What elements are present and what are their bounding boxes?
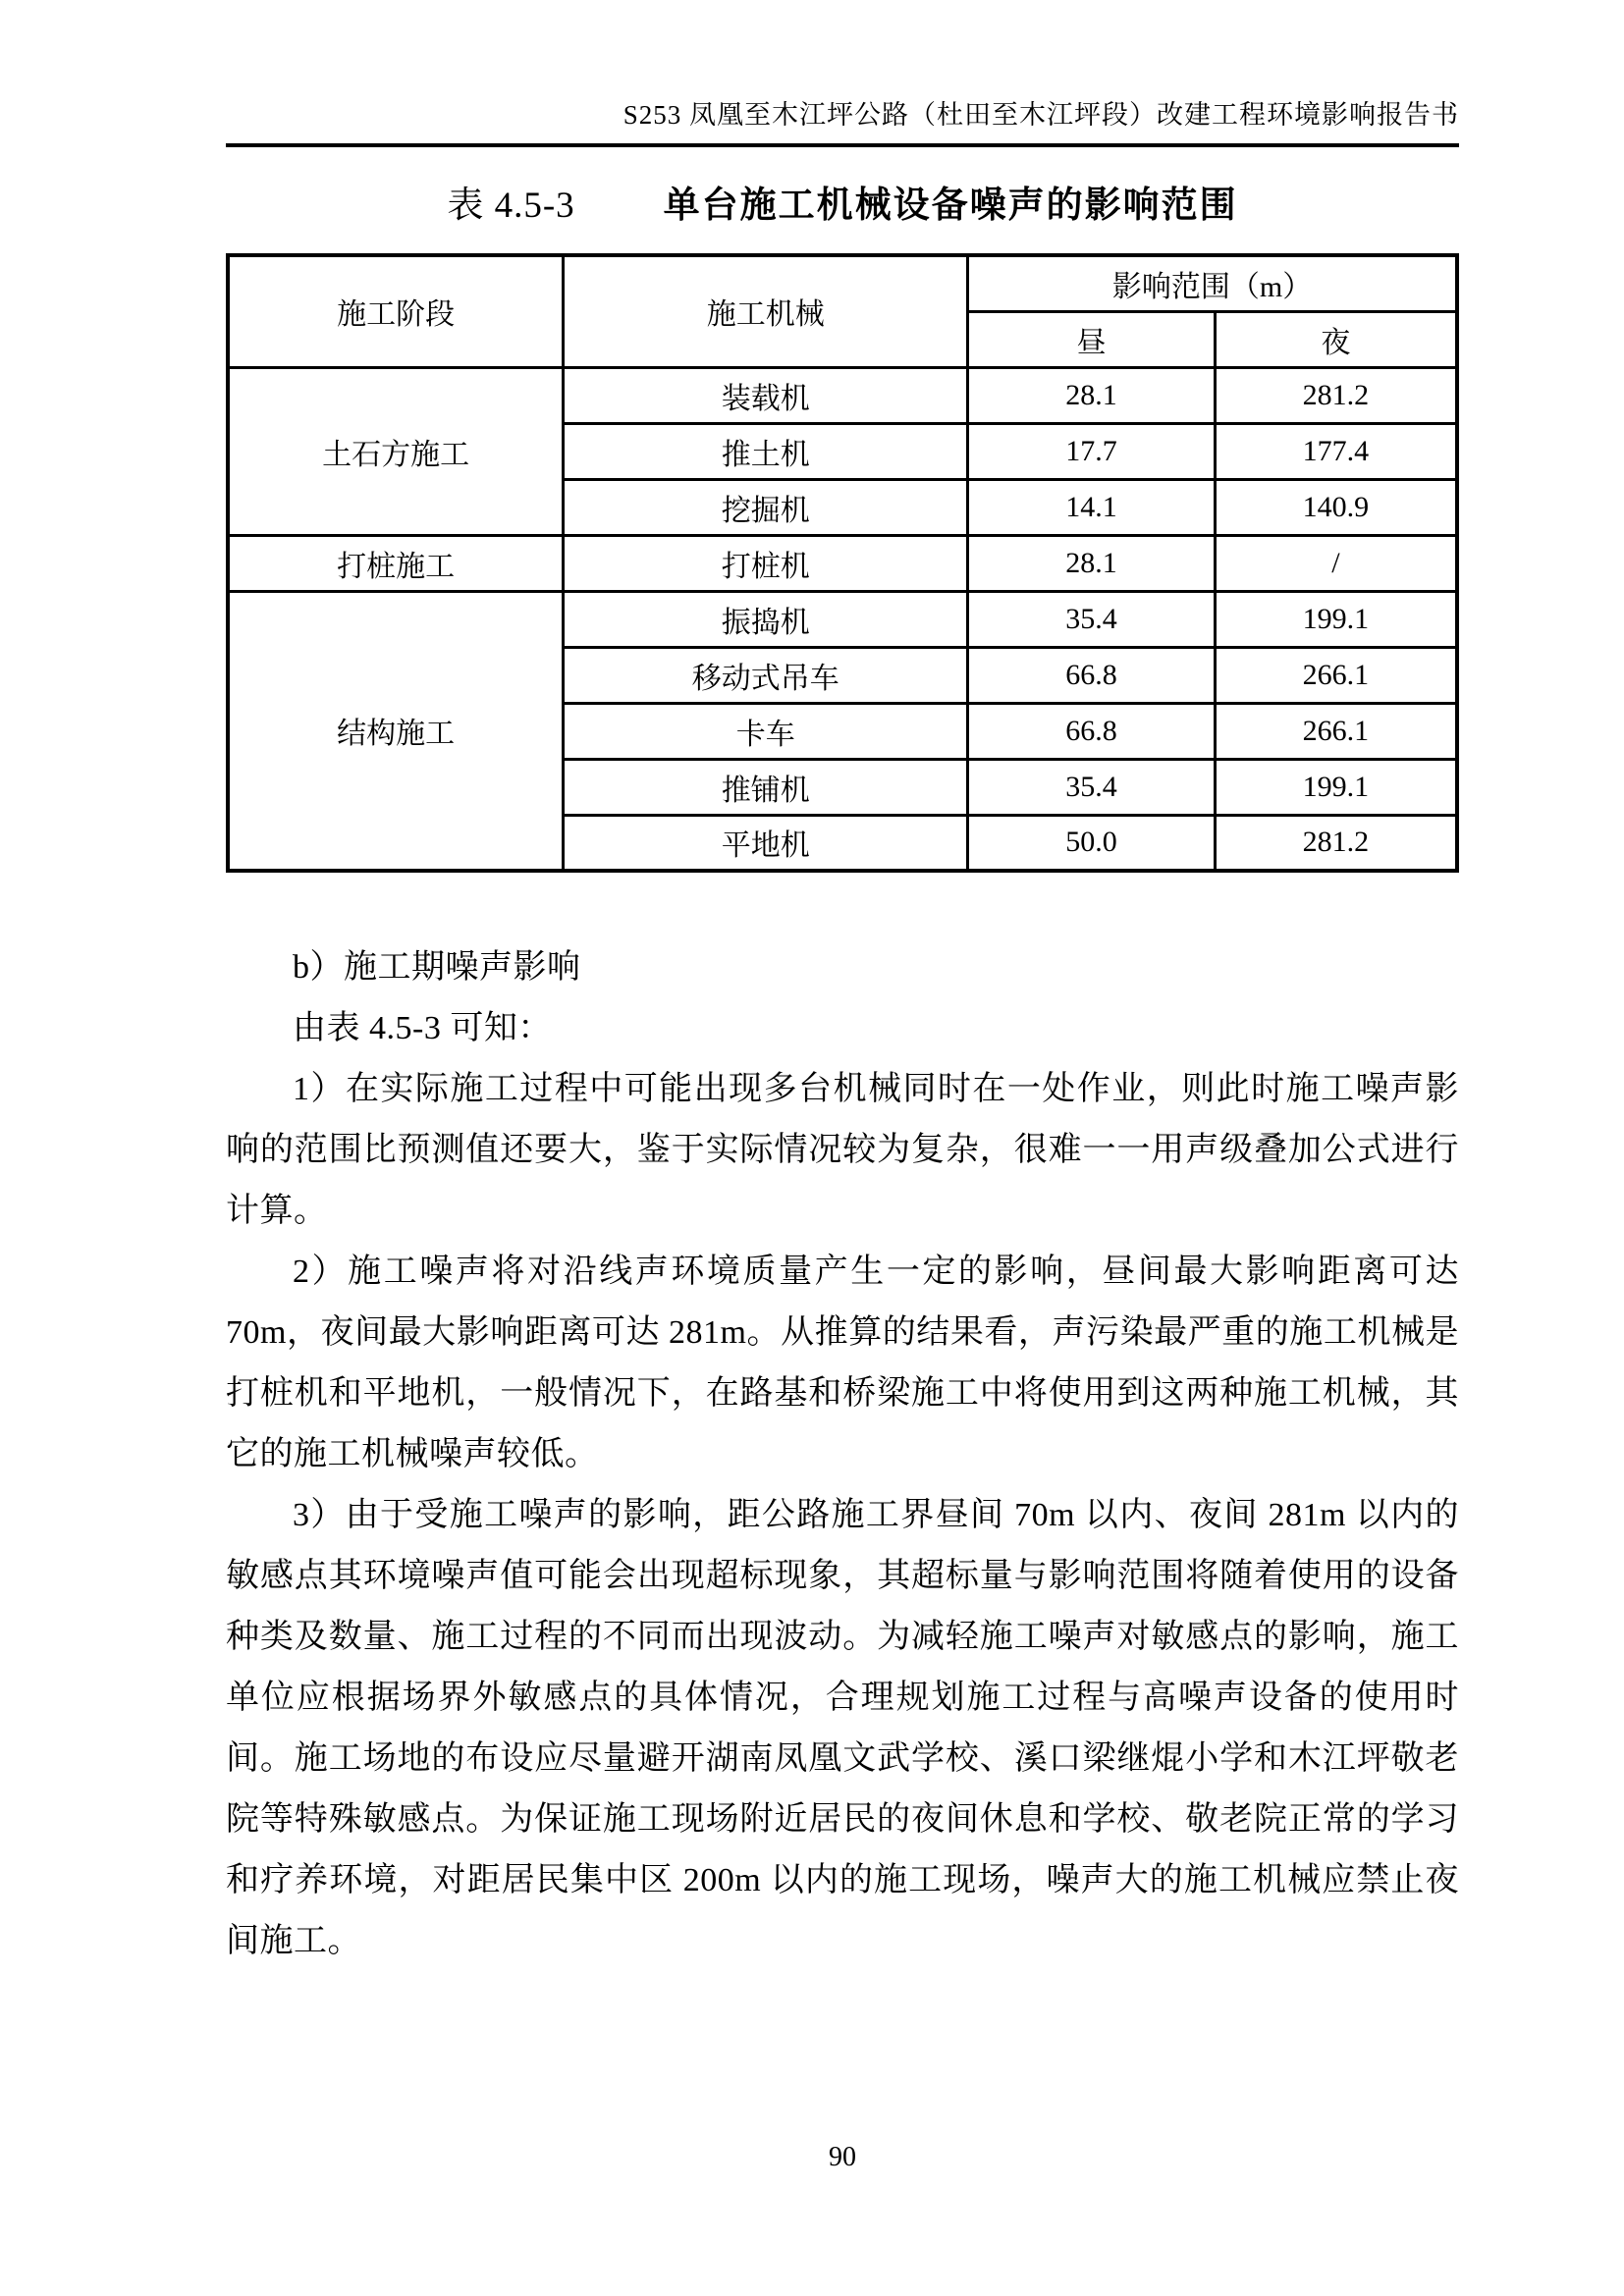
table-caption-label: 表 4.5-3	[447, 186, 575, 226]
cell-stage: 土石方施工	[228, 367, 564, 535]
cell-day-value: 50.0	[968, 815, 1216, 871]
cell-night-value: 266.1	[1215, 647, 1457, 703]
paragraph-2: 2）施工噪声将对沿线声环境质量产生一定的影响，昼间最大影响距离可达 70m，夜间最大影响距离可达 281m。从推算的结果看，声污染最严重的施工机械是打桩机和平地机，一般情况下，在路基和桥梁施工中将使用到这两种施工机械，其它的施工机械噪声较低。	[226, 1254, 1459, 1472]
header-cell-stage: 施工阶段	[228, 255, 564, 367]
cell-day-value: 28.1	[968, 367, 1216, 423]
cell-day-value: 35.4	[968, 591, 1216, 647]
cell-day-value: 28.1	[968, 535, 1216, 591]
cell-machine: 推土机	[564, 423, 968, 479]
cell-day-value: 17.7	[968, 423, 1216, 479]
cell-machine: 推铺机	[564, 759, 968, 815]
header-divider-rule	[226, 143, 1459, 147]
cell-night-value: /	[1215, 535, 1457, 591]
header-cell-day: 昼	[968, 311, 1216, 367]
cell-machine: 挖掘机	[564, 479, 968, 535]
table-row	[228, 367, 1457, 423]
table-caption	[226, 183, 1459, 230]
table-caption-title: 单台施工机械设备噪声的影响范围	[663, 186, 1238, 226]
paragraph-1: 1）在实际施工过程中可能出现多台机械同时在一处作业，则此时施工噪声影响的范围比预测值还要大，鉴于实际情况较为复杂，很难一一用声级叠加公式进行计算。	[226, 1071, 1459, 1229]
cell-day-value: 66.8	[968, 703, 1216, 759]
cell-night-value: 177.4	[1215, 423, 1457, 479]
cell-stage: 结构施工	[228, 591, 564, 871]
noise-impact-table	[226, 253, 1459, 873]
running-header-title: S253 凤凰至木江坪公路（杜田至木江坪段）改建工程环境影响报告书	[623, 100, 1459, 130]
header-cell-night: 夜	[1215, 311, 1457, 367]
cell-stage: 打桩施工	[228, 535, 564, 591]
cell-night-value: 199.1	[1215, 591, 1457, 647]
cell-night-value: 281.2	[1215, 367, 1457, 423]
cell-machine: 装载机	[564, 367, 968, 423]
cell-machine: 卡车	[564, 703, 968, 759]
cell-machine: 移动式吊车	[564, 647, 968, 703]
body-text-section	[226, 937, 1459, 1972]
paragraph-3: 3）由于受施工噪声的影响，距公路施工界昼间 70m 以内、夜间 281m 以内的敏感点其环境噪声值可能会出现超标现象，其超标量与影响范围将随着使用的设备种类及数量、施工过程的不同而出现波动。为减轻施工噪声对敏感点的影响，施工单位应根据场界外敏感点的具体情况，合理规划施工过程与高噪声设备的使用时间。施工场地的布设应尽量避开湖南凤凰文武学校、溪口梁继焜小学和木江坪敬老院等特殊敏感点。为保证施工现场附近居民的夜间休息和学校、敬老院正常的学习和疗养环境，对距居民集中区 200m 以内的施工现场，噪声大的施工机械应禁止夜间施工。	[226, 1497, 1459, 1959]
intro-line: 由表 4.5-3 可知：	[293, 1010, 552, 1046]
cell-machine: 振捣机	[564, 591, 968, 647]
cell-night-value: 140.9	[1215, 479, 1457, 535]
cell-night-value: 266.1	[1215, 703, 1457, 759]
table-row	[228, 591, 1457, 647]
cell-night-value: 199.1	[1215, 759, 1457, 815]
cell-machine: 打桩机	[564, 535, 968, 591]
cell-day-value: 66.8	[968, 647, 1216, 703]
cell-day-value: 35.4	[968, 759, 1216, 815]
cell-day-value: 14.1	[968, 479, 1216, 535]
page-number: 90	[829, 2142, 856, 2172]
content-column	[226, 0, 1459, 1972]
header-cell-machine: 施工机械	[564, 255, 968, 367]
section-heading-b: b）施工期噪声影响	[293, 949, 581, 986]
cell-night-value: 281.2	[1215, 815, 1457, 871]
cell-machine: 平地机	[564, 815, 968, 871]
table-row	[228, 535, 1457, 591]
header-cell-range: 影响范围（m）	[968, 255, 1457, 311]
table-header-row	[228, 255, 1457, 311]
